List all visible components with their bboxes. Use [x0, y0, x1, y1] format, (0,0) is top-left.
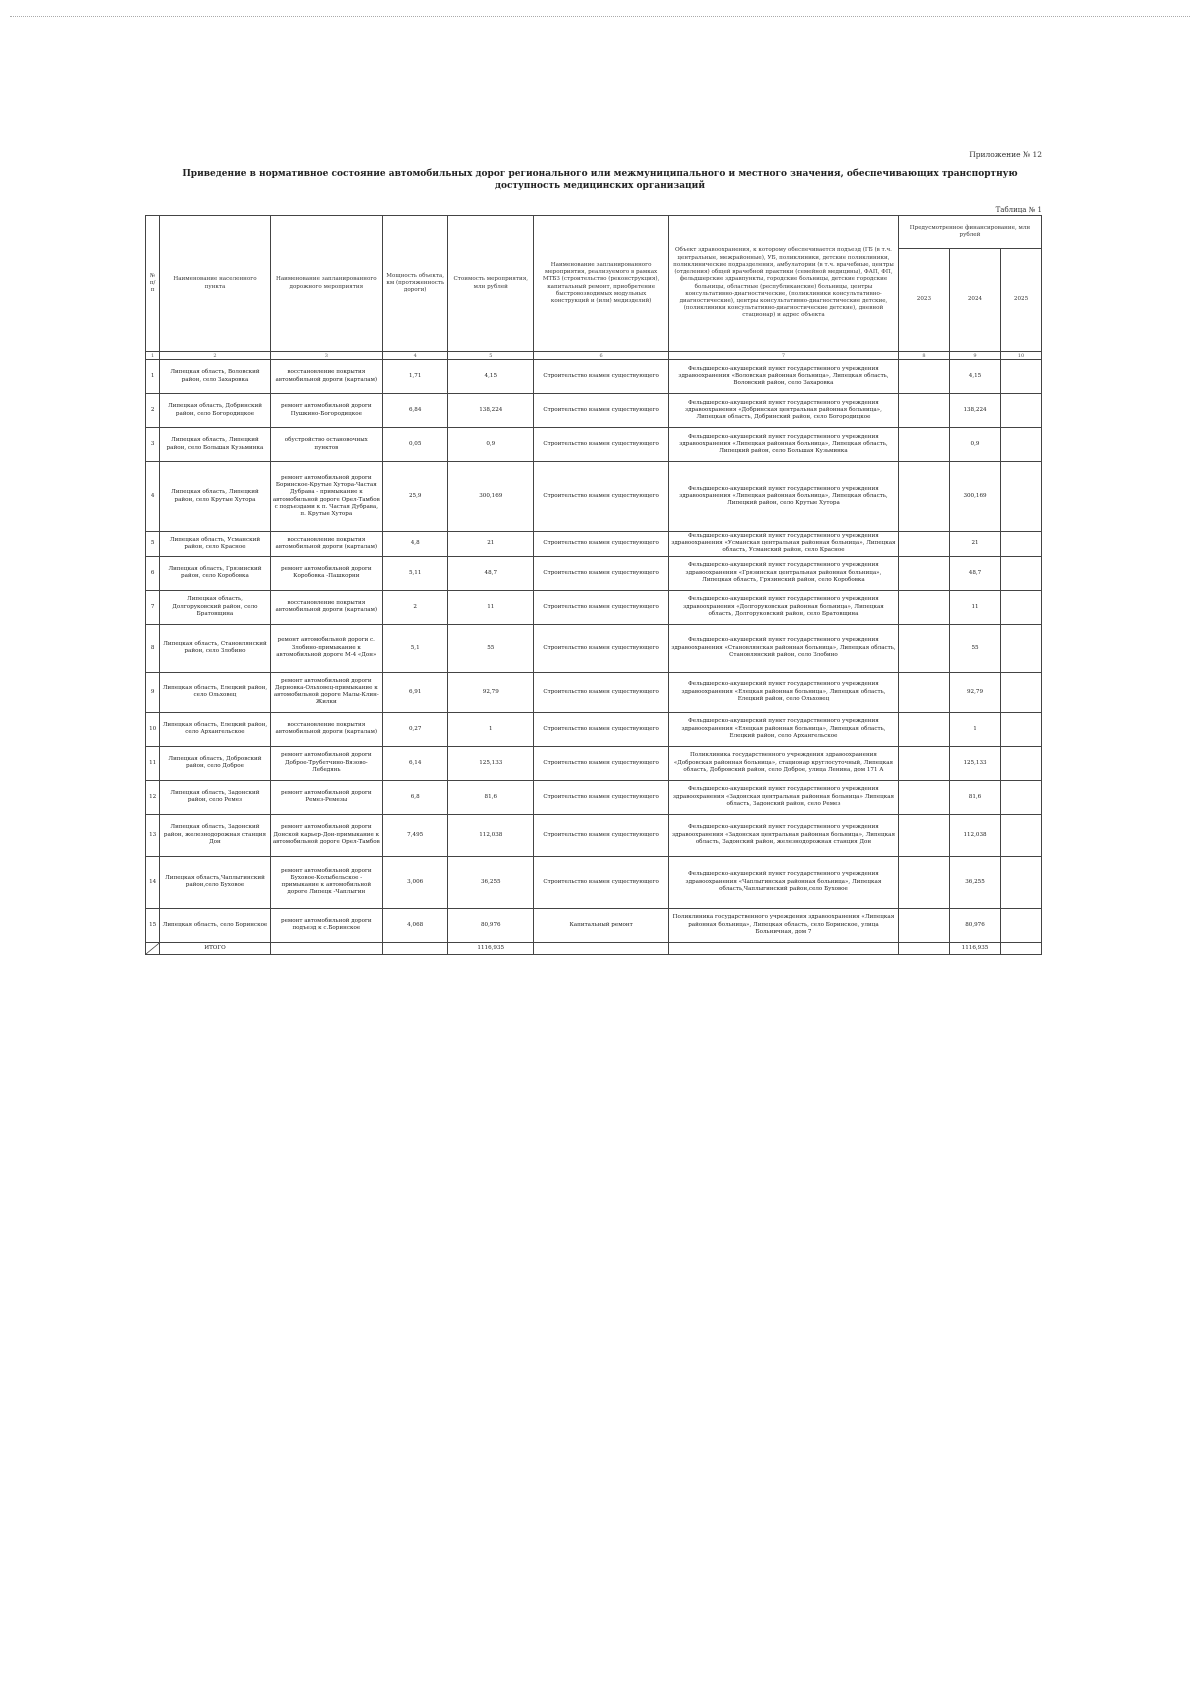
road-measure-cell: ремонт автомобильной дороги Коробовка -Пашкорни — [270, 556, 382, 590]
row-number: 12 — [146, 780, 160, 814]
column-number: 6 — [534, 352, 669, 360]
cost-cell: 36,255 — [448, 856, 534, 908]
facility-cell: Фельдшерско-акушерский пункт государственного учреждения здравоохранения «Воловская районная больница», Липецкая область, Воловский район, село Захаровка — [669, 360, 899, 394]
mtbz-measure-cell: Строительство взамен существующего — [534, 814, 669, 856]
capacity-cell: 2 — [383, 590, 448, 624]
facility-cell: Фельдшерско-акушерский пункт государственного учреждения здравоохранения «Липецкая районная больница», Липецкая область, Липецкий район, село Большая Кузьминка — [669, 428, 899, 462]
facility-cell: Фельдшерско-акушерский пункт государственного учреждения здравоохранения «Чаплыгинская районная больница», Липецкая область,Чаплыгинский район,село Буховое — [669, 856, 899, 908]
column-number: 2 — [160, 352, 270, 360]
table-row — [146, 532, 1042, 557]
appendix-label: Приложение № 12 — [969, 150, 1042, 159]
total-diagonal-cell — [146, 942, 160, 954]
cost-cell: 300,169 — [448, 462, 534, 532]
column-number: 5 — [448, 352, 534, 360]
mtbz-measure-cell: Строительство взамен существующего — [534, 360, 669, 394]
header-financing: Предусмотренное финансирование, млн рублей — [898, 216, 1041, 249]
financing-2023-cell — [898, 814, 949, 856]
capacity-cell: 5,1 — [383, 624, 448, 672]
financing-2025-cell — [1001, 394, 1042, 428]
row-number: 15 — [146, 908, 160, 942]
financing-2023-cell — [898, 712, 949, 746]
column-number: 1 — [146, 352, 160, 360]
total-empty-cell — [1001, 942, 1042, 954]
column-number: 9 — [949, 352, 1000, 360]
column-number: 7 — [669, 352, 899, 360]
settlement-cell: Липецкая область, Усманский район, село Красное — [160, 532, 270, 557]
facility-cell: Фельдшерско-акушерский пункт государственного учреждения здравоохранения «Добринская центральная районная больница», Липецкая область, Добринский район, село Богородицкое — [669, 394, 899, 428]
header-num: № п/п — [146, 216, 160, 352]
table-row — [146, 672, 1042, 712]
total-empty-cell — [898, 942, 949, 954]
table-row — [146, 428, 1042, 462]
mtbz-measure-cell: Строительство взамен существующего — [534, 590, 669, 624]
mtbz-measure-cell: Строительство взамен существующего — [534, 856, 669, 908]
financing-2024-cell: 21 — [949, 532, 1000, 557]
row-number: 4 — [146, 462, 160, 532]
total-cost: 1116,935 — [448, 942, 534, 954]
capacity-cell: 0,27 — [383, 712, 448, 746]
financing-2023-cell — [898, 428, 949, 462]
financing-2024-cell: 80,976 — [949, 908, 1000, 942]
financing-2023-cell — [898, 462, 949, 532]
cost-cell: 1 — [448, 712, 534, 746]
mtbz-measure-cell: Строительство взамен существующего — [534, 428, 669, 462]
settlement-cell: Липецкая область, Липецкий район, село Крутые Хутора — [160, 462, 270, 532]
financing-2025-cell — [1001, 428, 1042, 462]
financing-2025-cell — [1001, 856, 1042, 908]
road-measure-cell: обустройство остановочных пунктов — [270, 428, 382, 462]
facility-cell: Фельдшерско-акушерский пункт государственного учреждения здравоохранения «Становлянская районная больница», Липецкая область, Становлянский район, село Злобино — [669, 624, 899, 672]
financing-2024-cell: 125,133 — [949, 746, 1000, 780]
capacity-cell: 1,71 — [383, 360, 448, 394]
settlement-cell: Липецкая область, село Боринское — [160, 908, 270, 942]
road-measure-cell: ремонт автомобильной дороги с. Злобино-примыкание к автомобильной дороге М-4 «Дон» — [270, 624, 382, 672]
table-row — [146, 462, 1042, 532]
road-measure-cell: ремонт автомобильной дороги Пушкино-Богородицкое — [270, 394, 382, 428]
column-number: 4 — [383, 352, 448, 360]
row-number: 5 — [146, 532, 160, 557]
total-2024: 1116,935 — [949, 942, 1000, 954]
financing-2023-cell — [898, 590, 949, 624]
facility-cell: Фельдшерско-акушерский пункт государственного учреждения здравоохранения «Елецкая районная больница», Липецкая область, Елецкий район, село Архангельское — [669, 712, 899, 746]
capacity-cell: 6,14 — [383, 746, 448, 780]
capacity-cell: 6,91 — [383, 672, 448, 712]
facility-cell: Поликлиника государственного учреждения здравоохранения «Добровская районная больница», стационар круглосуточный, Липецкая область, Добровский район, село Доброе, улица Ленина, дом 171 А — [669, 746, 899, 780]
road-measure-cell: ремонт автомобильной дороги Доброе-Трубетчино-Вязово-Лебедянь — [270, 746, 382, 780]
header-facility: Объект здравоохранения, к которому обеспечивается подъезд (ГБ (в т.ч. центральные, межрайонные), УБ, поликлиники, детские поликлиники, поликлинические подразделения, амбулатории (в т.ч. врачебные, центры (отделения) общей врачебной практики (семейной медицины), ФАП, ФП, фельдшерские здравпункты, городские больницы, детские городские больницы, областные (республиканские) больницы, центры консультативно-диагностические, (поликлиники консультативно-диагностические), центры консультативно-диагностические детские, (поликлиники консультативно-диагностические детские), дневной стационар) и адрес объекта — [669, 216, 899, 352]
financing-2024-cell: 112,038 — [949, 814, 1000, 856]
capacity-cell: 0,05 — [383, 428, 448, 462]
cost-cell: 21 — [448, 532, 534, 557]
row-number: 11 — [146, 746, 160, 780]
facility-cell: Фельдшерско-акушерский пункт государственного учреждения здравоохранения «Усманская центральная районная больница», Липецкая область, Усманский район, село Красное — [669, 532, 899, 557]
capacity-cell: 4,8 — [383, 532, 448, 557]
financing-2023-cell — [898, 672, 949, 712]
row-number: 8 — [146, 624, 160, 672]
facility-cell: Фельдшерско-акушерский пункт государственного учреждения здравоохранения «Долгоруковская районная больница», Липецкая область, Долгоруковский район, село Братовщина — [669, 590, 899, 624]
table-row — [146, 624, 1042, 672]
row-number: 2 — [146, 394, 160, 428]
settlement-cell: Липецкая область, Задонский район, село Ремез — [160, 780, 270, 814]
facility-cell: Фельдшерско-акушерский пункт государственного учреждения здравоохранения «Липецкая районная больница», Липецкая область, Липецкий район, село Крутые Хутора — [669, 462, 899, 532]
road-measure-cell: ремонт автомобильной дороги Донской карьер-Дон-примыкание к автомобильной дороге Орел-Тамбов — [270, 814, 382, 856]
cost-cell: 92,79 — [448, 672, 534, 712]
header-cost: Стоимость мероприятия, млн рублей — [448, 216, 534, 352]
road-measure-cell: восстановление покрытия автомобильной дороги (карталам) — [270, 590, 382, 624]
cost-cell: 48,7 — [448, 556, 534, 590]
financing-2024-cell: 1 — [949, 712, 1000, 746]
row-number: 9 — [146, 672, 160, 712]
financing-2024-cell: 4,15 — [949, 360, 1000, 394]
financing-2023-cell — [898, 360, 949, 394]
financing-2024-cell: 36,255 — [949, 856, 1000, 908]
row-number: 14 — [146, 856, 160, 908]
financing-2023-cell — [898, 532, 949, 557]
row-number: 1 — [146, 360, 160, 394]
header-mtbz-measure: Наименование запланированного мероприятия, реализуемого в рамках МТБЗ (строительство (реконструкция), капитальный ремонт, приобретение быстровозводимых модульных конструкций и (или) медизделий) — [534, 216, 669, 352]
financing-2025-cell — [1001, 590, 1042, 624]
financing-2023-cell — [898, 746, 949, 780]
financing-2025-cell — [1001, 556, 1042, 590]
table-row — [146, 712, 1042, 746]
settlement-cell: Липецкая область, Становлянский район, село Злобино — [160, 624, 270, 672]
facility-cell: Поликлиника государственного учреждения здравоохранения «Липецкая районная больница», Липецкая область, село Боринское, улица Больничная, дом 7 — [669, 908, 899, 942]
row-number: 13 — [146, 814, 160, 856]
total-row — [146, 942, 1042, 954]
settlement-cell: Липецкая область, Задонский район, железнодорожная станция Дон — [160, 814, 270, 856]
financing-2024-cell: 138,224 — [949, 394, 1000, 428]
total-empty-cell — [669, 942, 899, 954]
capacity-cell: 6,84 — [383, 394, 448, 428]
financing-2024-cell: 81,6 — [949, 780, 1000, 814]
financing-2024-cell: 11 — [949, 590, 1000, 624]
financing-2025-cell — [1001, 462, 1042, 532]
road-measure-cell: восстановление покрытия автомобильной дороги (карталам) — [270, 712, 382, 746]
financing-2025-cell — [1001, 624, 1042, 672]
settlement-cell: Липецкая область, Воловский район, село Захаровка — [160, 360, 270, 394]
cost-cell: 11 — [448, 590, 534, 624]
header-capacity: Мощность объекта, км (протяженность дороги) — [383, 216, 448, 352]
table-row — [146, 908, 1042, 942]
financing-2025-cell — [1001, 532, 1042, 557]
column-number: 10 — [1001, 352, 1042, 360]
mtbz-measure-cell: Строительство взамен существующего — [534, 672, 669, 712]
page-top-rule — [10, 16, 1190, 17]
cost-cell: 81,6 — [448, 780, 534, 814]
header-road-measure: Наименование запланированного дорожного мероприятия — [270, 216, 382, 352]
facility-cell: Фельдшерско-акушерский пункт государственного учреждения здравоохранения «Грязинская центральная районная больница», Липецкая область, Грязинский район, село Коробовка — [669, 556, 899, 590]
road-measure-cell: ремонт автомобильной дороги Ремез-Ремезы — [270, 780, 382, 814]
financing-2025-cell — [1001, 712, 1042, 746]
settlement-cell: Липецкая область, Долгоруковский район, село Братовщина — [160, 590, 270, 624]
financing-2025-cell — [1001, 780, 1042, 814]
header-settlement: Наименование населенного пункта — [160, 216, 270, 352]
mtbz-measure-cell: Строительство взамен существующего — [534, 780, 669, 814]
road-measure-cell: ремонт автомобильной дороги подъезд к с.Боринское — [270, 908, 382, 942]
cost-cell: 4,15 — [448, 360, 534, 394]
settlement-cell: Липецкая область,Чаплыгинский район,село Буховое — [160, 856, 270, 908]
financing-2025-cell — [1001, 908, 1042, 942]
financing-2025-cell — [1001, 360, 1042, 394]
capacity-cell: 4,068 — [383, 908, 448, 942]
financing-2025-cell — [1001, 814, 1042, 856]
mtbz-measure-cell: Строительство взамен существующего — [534, 556, 669, 590]
total-label: ИТОГО — [160, 942, 270, 954]
mtbz-measure-cell: Строительство взамен существующего — [534, 746, 669, 780]
financing-2023-cell — [898, 780, 949, 814]
table-row — [146, 360, 1042, 394]
row-number: 10 — [146, 712, 160, 746]
table-row — [146, 394, 1042, 428]
road-measure-cell: восстановление покрытия автомобильной дороги (карталам) — [270, 532, 382, 557]
mtbz-measure-cell: Строительство взамен существующего — [534, 462, 669, 532]
cost-cell: 125,133 — [448, 746, 534, 780]
column-number: 8 — [898, 352, 949, 360]
financing-2023-cell — [898, 624, 949, 672]
settlement-cell: Липецкая область, Грязинский район, село Коробовка — [160, 556, 270, 590]
row-number: 7 — [146, 590, 160, 624]
settlement-cell: Липецкая область, Липецкий район, село Большая Кузьминка — [160, 428, 270, 462]
road-measure-cell: ремонт автомобильной дороги Дерновка-Ольховец-примыкание к автомобильной дороге Малы-Клин-Жилки — [270, 672, 382, 712]
financing-2024-cell: 300,169 — [949, 462, 1000, 532]
cost-cell: 0,9 — [448, 428, 534, 462]
table-row — [146, 746, 1042, 780]
header-year-2025: 2025 — [1001, 249, 1042, 352]
table-label: Таблица № 1 — [995, 206, 1042, 214]
financing-2025-cell — [1001, 746, 1042, 780]
financing-2024-cell: 48,7 — [949, 556, 1000, 590]
capacity-cell: 3,006 — [383, 856, 448, 908]
settlement-cell: Липецкая область, Елецкий район, село Ольховец — [160, 672, 270, 712]
financing-2024-cell: 55 — [949, 624, 1000, 672]
road-measure-cell: восстановление покрытия автомобильной дороги (карталам) — [270, 360, 382, 394]
cost-cell: 138,224 — [448, 394, 534, 428]
roads-table — [145, 215, 1042, 955]
total-empty-cell — [270, 942, 382, 954]
mtbz-measure-cell: Строительство взамен существующего — [534, 394, 669, 428]
total-empty-cell — [534, 942, 669, 954]
mtbz-measure-cell: Строительство взамен существующего — [534, 712, 669, 746]
financing-2025-cell — [1001, 672, 1042, 712]
table-row — [146, 590, 1042, 624]
capacity-cell: 6,8 — [383, 780, 448, 814]
cost-cell: 80,976 — [448, 908, 534, 942]
facility-cell: Фельдшерско-акушерский пункт государственного учреждения здравоохранения «Задонская центральная районная больница», Липецкая область, Задонский район, железнодорожная станция Дон — [669, 814, 899, 856]
financing-2024-cell: 0,9 — [949, 428, 1000, 462]
header-year-2024: 2024 — [949, 249, 1000, 352]
facility-cell: Фельдшерско-акушерский пункт государственного учреждения здравоохранения «Задонская центральная районная больница» Липецкая область, Задонский район, село Ремез — [669, 780, 899, 814]
column-number: 3 — [270, 352, 382, 360]
table-row — [146, 814, 1042, 856]
capacity-cell: 5,11 — [383, 556, 448, 590]
capacity-cell: 7,495 — [383, 814, 448, 856]
settlement-cell: Липецкая область, Елецкий район, село Архангельское — [160, 712, 270, 746]
financing-2023-cell — [898, 856, 949, 908]
document-title: Приведение в нормативное состояние автомобильных дорог регионального или межмуниципального и местного значения, обеспечивающих транспортную доступность медицинских организаций — [182, 169, 1018, 191]
table-row — [146, 780, 1042, 814]
header-year-2023: 2023 — [898, 249, 949, 352]
table-row — [146, 856, 1042, 908]
settlement-cell: Липецкая область, Добринский район, село Богородицкое — [160, 394, 270, 428]
road-measure-cell: ремонт автомобильной дороги Боринское-Крутые Хутора-Частая Дубрава - примыкание к автомобильной дороге Орел-Тамбов с подъездами к п. Частая Дубрава, п. Крутые Хутора — [270, 462, 382, 532]
column-numbers-row — [146, 352, 1042, 360]
table-row — [146, 556, 1042, 590]
settlement-cell: Липецкая область, Добровский район, село Доброе — [160, 746, 270, 780]
mtbz-measure-cell: Строительство взамен существующего — [534, 624, 669, 672]
financing-2023-cell — [898, 556, 949, 590]
mtbz-measure-cell: Строительство взамен существующего — [534, 532, 669, 557]
cost-cell: 55 — [448, 624, 534, 672]
row-number: 6 — [146, 556, 160, 590]
capacity-cell: 25,9 — [383, 462, 448, 532]
total-empty-cell — [383, 942, 448, 954]
cost-cell: 112,038 — [448, 814, 534, 856]
financing-2023-cell — [898, 394, 949, 428]
mtbz-measure-cell: Капитальный ремонт — [534, 908, 669, 942]
road-measure-cell: ремонт автомобильной дороги Буховое-Колыбельское - примыкание к автомобильной дороге Липецк -Чаплыгин — [270, 856, 382, 908]
row-number: 3 — [146, 428, 160, 462]
facility-cell: Фельдшерско-акушерский пункт государственного учреждения здравоохранения «Елецкая районная больница», Липецкая область, Елецкий район, село Ольховец — [669, 672, 899, 712]
financing-2023-cell — [898, 908, 949, 942]
financing-2024-cell: 92,79 — [949, 672, 1000, 712]
